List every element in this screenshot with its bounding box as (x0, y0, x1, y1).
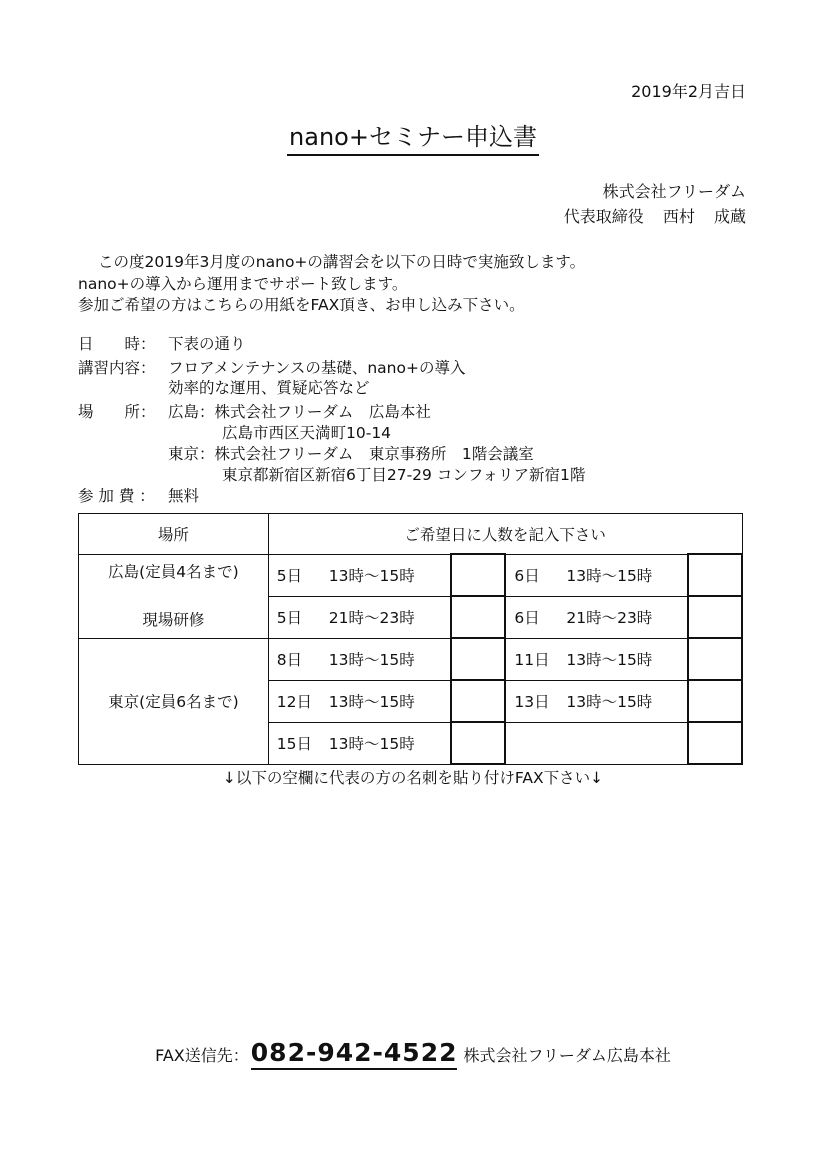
intro-line: 参加ご希望の方はこちらの用紙をFAX頂き、お申し込み下さい。 (78, 296, 525, 314)
fax-company: 株式会社フリーダム広島本社 (463, 1046, 671, 1065)
attendee-count-box[interactable] (451, 680, 505, 722)
venue-tokyo-line2: 東京都新宿区新宿6丁目27-29 コンフォリア新宿1階 (222, 466, 586, 484)
representative-last-name: 西村 (662, 207, 695, 226)
table-row (79, 554, 743, 596)
attendee-count-box[interactable] (688, 638, 742, 680)
info-datetime-value: 下表の通り (168, 335, 246, 353)
slot-time: 13時〜15時 (328, 567, 415, 585)
slot-cell (268, 680, 451, 722)
slot-day: 5日 (276, 609, 303, 627)
info-datetime-label: 日 時： (78, 335, 156, 353)
intro-line: nano+の導入から運用までサポート致します。 (78, 274, 408, 293)
fax-destination (0, 1036, 826, 1073)
table-header-row (79, 514, 743, 555)
slot-cell-empty (505, 722, 687, 764)
slot-time: 21時〜23時 (328, 609, 415, 627)
info-content-label: 講習内容： (78, 359, 156, 377)
info-fee-label: 参 加 費 ： (78, 487, 155, 505)
venue-hiroshima-line2: 広島市西区天満町10-14 (222, 424, 392, 442)
slot-cell (268, 722, 451, 764)
attendee-count-box[interactable] (451, 554, 505, 596)
slot-cell (505, 638, 687, 680)
intro-text (78, 252, 585, 317)
place-hiroshima-sub: 現場研修 (142, 611, 205, 629)
fax-number: 082-942-4522 (251, 1038, 458, 1070)
slot-time: 21時〜23時 (566, 609, 653, 627)
slot-cell (505, 554, 687, 596)
intro-line: この度2019年3月度のnano+の講習会を以下の日時で実施致します。 (98, 253, 586, 271)
document-title-wrapper (0, 122, 826, 156)
slot-day: 6日 (514, 567, 540, 585)
document-date: 2019年2月吉日 (631, 82, 746, 101)
attendee-count-box[interactable] (688, 596, 742, 638)
slot-day: 6日 (514, 609, 540, 627)
slot-time: 13時〜15時 (328, 693, 415, 711)
slot-day: 11日 (514, 651, 550, 669)
attendee-count-box[interactable] (451, 722, 505, 764)
attendee-count-box[interactable] (451, 638, 505, 680)
company-name: 株式会社フリーダム (602, 182, 746, 201)
table-row (79, 638, 743, 680)
slot-day: 5日 (276, 567, 303, 585)
attendee-count-box[interactable] (688, 554, 742, 596)
representative-first-name: 成蔵 (713, 207, 746, 226)
slot-time: 13時〜15時 (566, 651, 653, 669)
attendee-count-box[interactable] (451, 596, 505, 638)
header-place: 場所 (79, 514, 269, 555)
venue-hiroshima-line1: 広島：株式会社フリーダム 広島本社 (168, 403, 431, 421)
slot-time: 13時〜15時 (566, 567, 653, 585)
place-hiroshima-label: 広島(定員4名まで) (108, 563, 239, 581)
venue-tokyo-line1: 東京：株式会社フリーダム 東京事務所 1階会議室 (168, 445, 534, 463)
representative-role: 代表取締役 (563, 207, 644, 226)
info-content-line-2: 効率的な運用、質疑応答など (168, 379, 370, 397)
business-card-note: ↓以下の空欄に代表の方の名刺を貼り付けFAX下さい↓ (222, 769, 604, 787)
header-dates: ご希望日に人数を記入下さい (268, 514, 742, 555)
info-fee-value: 無料 (168, 487, 200, 505)
slot-day: 8日 (276, 651, 303, 669)
slot-cell (268, 638, 451, 680)
info-venue-label: 場 所： (78, 403, 156, 421)
document-title: nano+セミナー申込書 (287, 122, 539, 156)
attendee-count-box[interactable] (688, 722, 742, 764)
info-datetime (78, 334, 246, 354)
representative (564, 207, 746, 227)
slot-time: 13時〜15時 (328, 651, 415, 669)
info-content-line: フロアメンテナンスの基礎、nano+の導入 (168, 359, 466, 377)
info-fee (78, 486, 199, 506)
slot-day: 15日 (276, 735, 313, 753)
slot-cell (268, 596, 451, 638)
slot-day: 13日 (514, 693, 550, 711)
slot-time: 13時〜15時 (566, 693, 653, 711)
slot-time: 13時〜15時 (328, 735, 415, 753)
fax-label: FAX送信先： (155, 1046, 249, 1065)
attendee-count-box[interactable] (688, 680, 742, 722)
place-hiroshima (79, 554, 269, 638)
slot-day: 12日 (276, 693, 313, 711)
info-venue (78, 402, 431, 422)
info-content (78, 358, 465, 378)
slot-cell (505, 680, 687, 722)
schedule-table (78, 513, 743, 765)
slot-cell (268, 554, 451, 596)
slot-cell (505, 596, 687, 638)
place-tokyo: 東京(定員6名まで) (79, 638, 269, 764)
